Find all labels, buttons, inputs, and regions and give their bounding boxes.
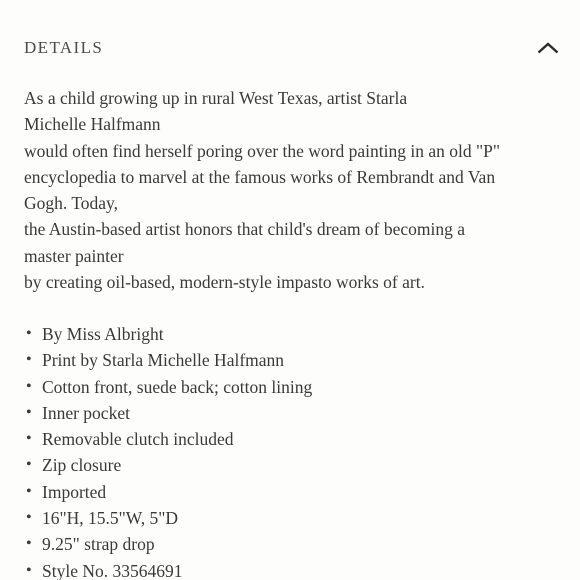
details-title: DETAILS: [24, 38, 104, 57]
feature-item: [24, 374, 564, 400]
feature-text: Print by Starla Michelle Halfmann: [42, 350, 285, 371]
feature-item: [24, 400, 564, 426]
feature-item: [24, 347, 564, 373]
bullet-icon: •: [26, 377, 32, 395]
bullet-icon: •: [26, 403, 32, 421]
feature-text: Style No. 33564691: [42, 560, 183, 580]
bullet-icon: •: [26, 509, 32, 527]
feature-text: Cotton front, suede back; cotton lining: [42, 376, 313, 397]
details-header[interactable]: [24, 30, 556, 66]
chevron-up-icon[interactable]: [536, 36, 560, 60]
description-line: As a child growing up in rural West Texas, artist Starla: [24, 88, 408, 108]
feature-text: Removable clutch included: [42, 429, 234, 450]
feature-item: [24, 321, 564, 347]
description-line: would often find herself poring over the word painting in an old "P": [24, 140, 501, 161]
feature-item: [24, 479, 564, 505]
bullet-icon: •: [26, 535, 32, 553]
feature-text: Imported: [42, 481, 107, 502]
bullet-icon: •: [26, 482, 32, 500]
feature-item: [24, 452, 564, 478]
feature-text: 16"H, 15.5"W, 5"D: [42, 508, 178, 529]
feature-item: [24, 531, 564, 557]
description-line: master painter: [24, 245, 124, 266]
bullet-icon: •: [26, 430, 32, 448]
feature-text: By Miss Albright: [42, 324, 164, 344]
bullet-icon: •: [26, 325, 32, 342]
description-line: by creating oil-based, modern-style impasto works of art.: [24, 272, 425, 293]
description-line: Michelle Halfmann: [24, 114, 161, 135]
product-description: [24, 85, 564, 295]
chevron-up-icon-shape: [537, 41, 559, 55]
feature-text: Zip closure: [42, 455, 122, 476]
bullet-icon: •: [26, 351, 32, 369]
feature-list: [24, 321, 564, 580]
feature-item: [24, 426, 564, 452]
feature-item: [24, 505, 564, 531]
feature-item: [24, 558, 564, 580]
bullet-icon: •: [26, 456, 32, 474]
description-line: encyclopedia to marvel at the famous works of Rembrandt and Van: [24, 166, 496, 187]
feature-text: 9.25" strap drop: [42, 534, 155, 555]
description-line: the Austin-based artist honors that child's dream of becoming a: [24, 219, 466, 240]
bullet-icon: •: [26, 561, 32, 579]
description-line: Gogh. Today,: [24, 193, 119, 214]
feature-text: Inner pocket: [42, 402, 130, 423]
